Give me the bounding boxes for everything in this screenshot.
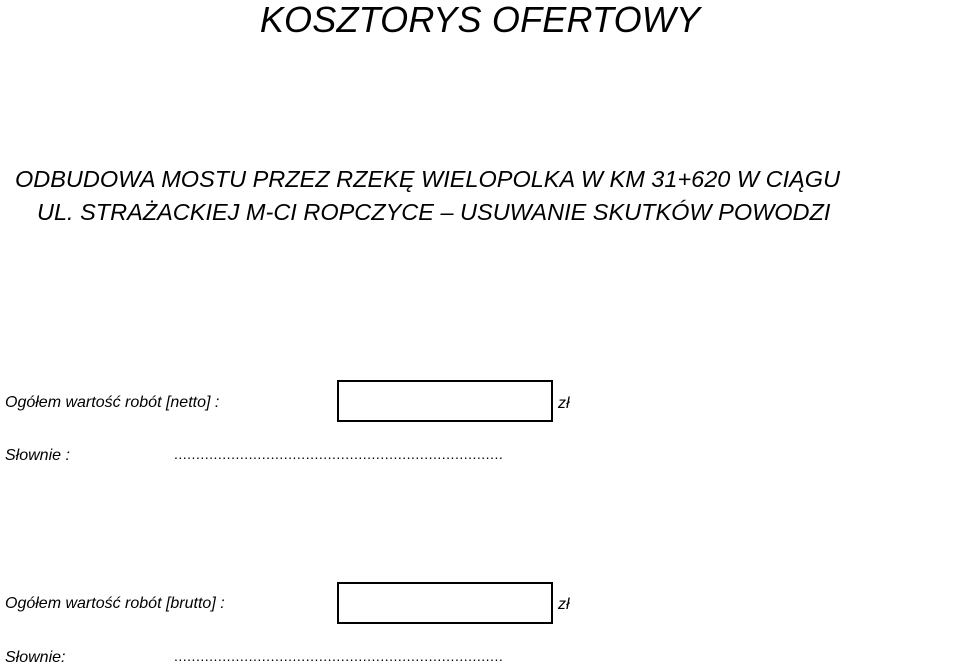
netto-in-words-label: Słownie :	[5, 447, 70, 464]
brutto-in-words-label: Słownie:	[5, 649, 66, 666]
project-name-line-2: UL. STRAŻACKIEJ M-CI ROPCZYCE – USUWANIE SKUTKÓW POWODZI	[37, 199, 831, 225]
netto-in-words-field[interactable]: ...........................................................................	[174, 446, 504, 462]
netto-total-label: Ogółem wartość robót [netto] :	[5, 394, 220, 411]
netto-total-field[interactable]	[337, 380, 553, 422]
project-name-line-1: ODBUDOWA MOSTU PRZEZ RZEKĘ WIELOPOLKA W KM 31+620 W CIĄGU	[15, 166, 841, 192]
brutto-total-label: Ogółem wartość robót [brutto] :	[5, 595, 225, 612]
brutto-currency-label: zł	[558, 596, 570, 613]
brutto-in-words-field[interactable]: ...........................................................................	[174, 648, 504, 664]
netto-currency-label: zł	[558, 395, 570, 412]
document-title: KOSZTORYS OFERTOWY	[259, 0, 701, 40]
brutto-total-field[interactable]	[337, 582, 553, 624]
